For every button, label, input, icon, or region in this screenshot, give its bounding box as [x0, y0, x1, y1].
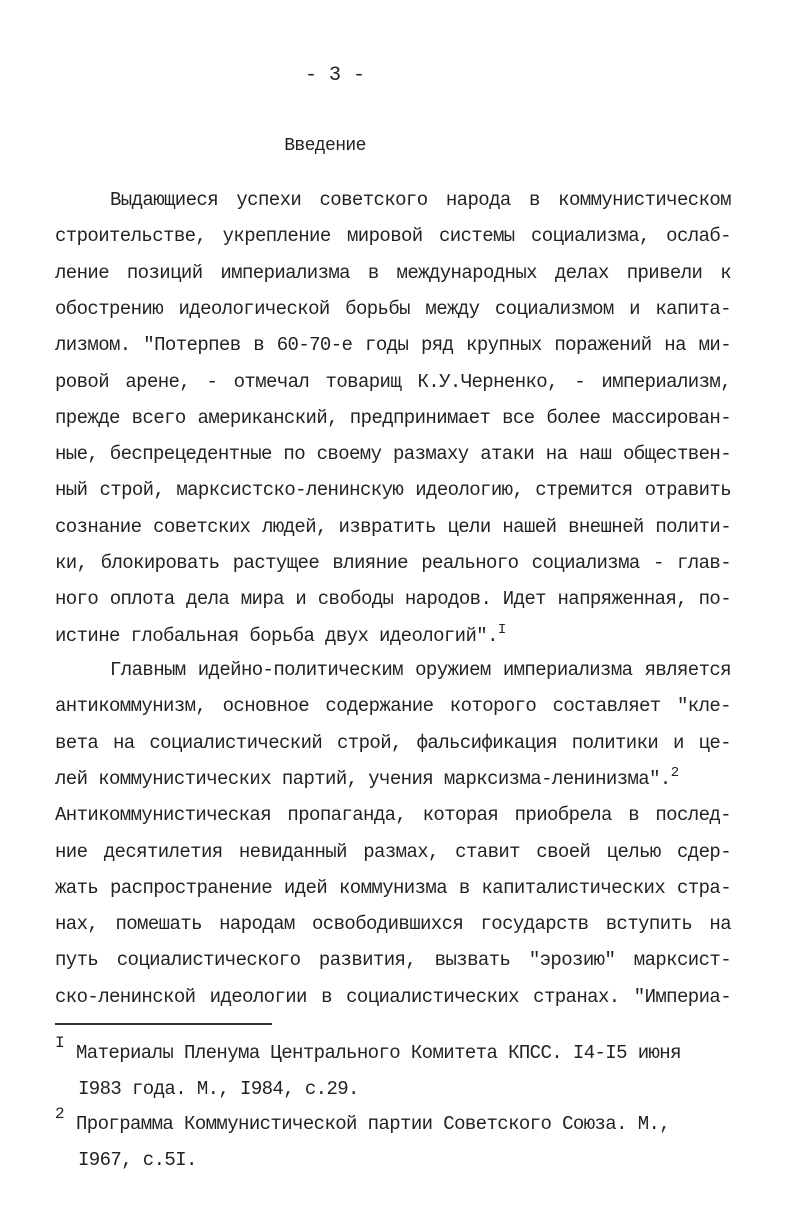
text-line [55, 298, 731, 320]
text-line [55, 443, 731, 465]
page-number: - 3 - [304, 64, 365, 87]
line-text: ный строй, марксистско-ленинскую идеологию, стремится отравить [55, 479, 731, 502]
line-text: нах, помешать народам освободившихся государств вступить на [55, 913, 731, 936]
line-text: прежде всего американский, предпринимает все более массирован- [55, 406, 731, 429]
line-text: антикоммунизм, основное содержание которого составляет "кле- [55, 695, 731, 718]
footnote-marker: 2 [55, 1105, 65, 1123]
text-line [110, 659, 731, 681]
text-line [55, 262, 731, 284]
line-text: обострению идеологической борьбы между социализмом и капита- [55, 297, 731, 320]
footnote-line: I983 года. М., I984, с.29. [78, 1077, 359, 1100]
line-text: ровой арене, - отмечал товарищ К.У.Черненко, - империализм, [55, 370, 731, 393]
line-text: ки, блокировать растущее влияние реального социализма - глав- [55, 552, 731, 574]
text-line [55, 732, 731, 754]
line-text: вета на социалистический строй, фальсификация политики и це- [55, 731, 731, 754]
text-line [55, 516, 731, 538]
line-text: жать распространение идей коммунизма в капиталистических стра- [55, 876, 731, 899]
line-text: строительстве, укрепление мировой системы социализма, ослаб- [55, 225, 731, 248]
text-line [55, 986, 731, 1008]
line-text: сознание советских людей, извратить цели нашей внешней полити- [55, 515, 731, 538]
text-line [55, 877, 731, 899]
text-line [55, 371, 731, 393]
footnote-divider [55, 1023, 272, 1025]
footnote-reference: I [497, 621, 506, 638]
text-line [55, 841, 731, 863]
line-text: ление позиций империализма в международных делах привели к [55, 261, 731, 284]
text-line [55, 588, 731, 610]
text-line [55, 552, 731, 574]
line-text: лей коммунистических партий, учения марксизма-ленинизма". [55, 767, 671, 790]
footnote-line: I967, с.5I. [78, 1148, 197, 1171]
line-text: Выдающиеся успехи советского народа в коммунистическом [110, 189, 731, 211]
line-text: ско-ленинской идеологии в социалистических странах. "Империа- [55, 985, 731, 1008]
text-line [55, 764, 679, 790]
line-text: ные, беспрецедентные по своему размаху атаки на наш обществен- [55, 443, 731, 466]
line-text: лизмом. "Потерпев в 60-70-е годы ряд крупных поражений на ми- [55, 334, 731, 357]
text-line [55, 804, 731, 826]
footnote-line: Программа Коммунистической партии Советского Союза. М., [76, 1113, 671, 1135]
text-line [55, 913, 731, 935]
footnote-reference: 2 [670, 764, 679, 781]
line-text: ного оплота дела мира и свободы народов. Идет напряженная, по- [55, 588, 731, 611]
text-line [55, 479, 731, 501]
text-line [55, 695, 731, 717]
line-text: Главным идейно-политическим оружием империализма является [110, 659, 731, 681]
footnote-marker: I [55, 1034, 65, 1052]
footnote-line: Материалы Пленума Центрального Комитета КПСС. I4-I5 июня [76, 1042, 681, 1064]
line-text: ние десятилетия невиданный размах, ставит своей целью сдер- [55, 840, 731, 863]
text-line [55, 621, 506, 647]
text-line [110, 189, 731, 211]
text-line [55, 407, 731, 429]
line-text: истине глобальная борьба двух идеологий". [55, 624, 498, 647]
section-title: Введение [284, 136, 366, 156]
text-line [55, 225, 731, 247]
text-line [55, 949, 731, 971]
text-line [55, 334, 731, 356]
line-text: путь социалистического развития, вызвать "эрозию" марксист- [55, 949, 731, 972]
line-text: Антикоммунистическая пропаганда, которая приобрела в послед- [55, 804, 731, 827]
